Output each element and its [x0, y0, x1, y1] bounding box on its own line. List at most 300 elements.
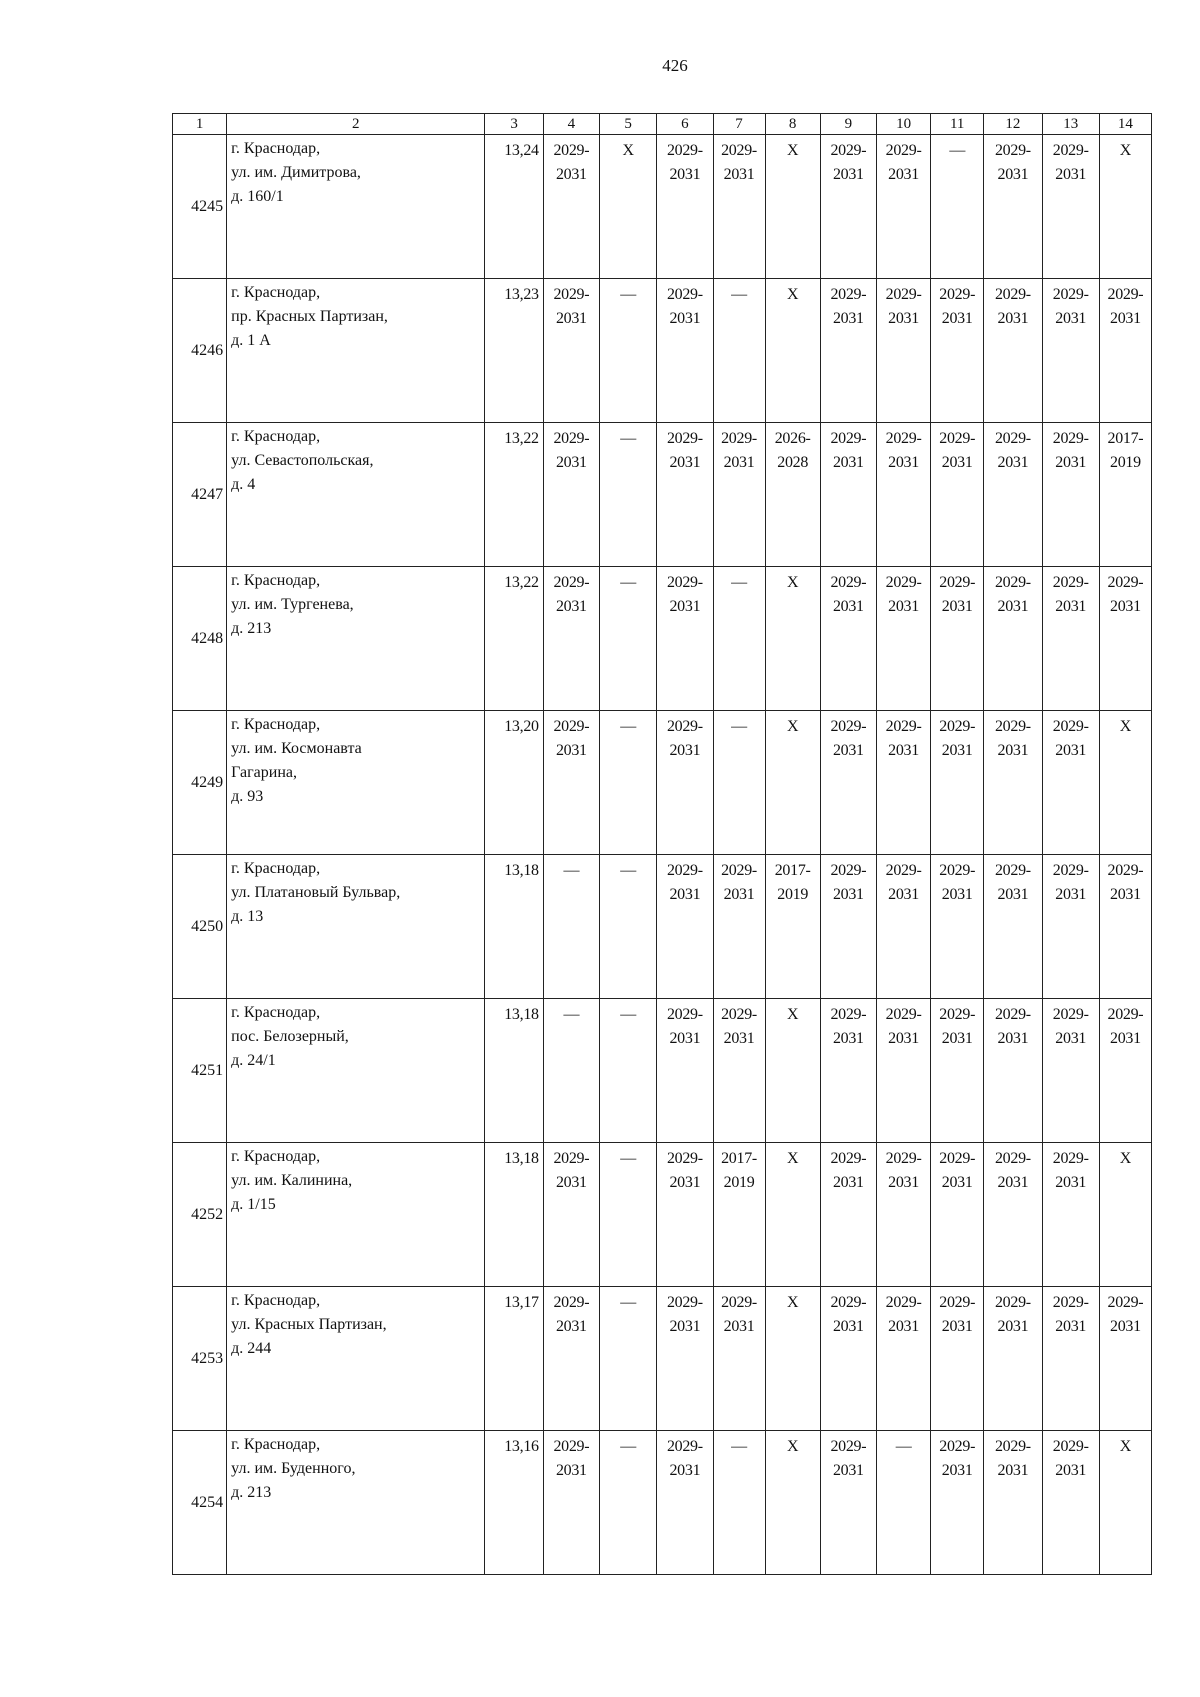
- column-header: 6: [657, 114, 713, 135]
- row-number: 4252: [173, 1143, 227, 1287]
- period-line: —: [620, 718, 636, 735]
- period-line: 2029-: [830, 574, 867, 591]
- period-line: 2029-: [885, 1294, 922, 1311]
- period-line: 2031: [997, 1030, 1029, 1047]
- period-line: 2029-: [553, 430, 590, 447]
- row-number: 4247: [173, 423, 227, 567]
- period-line: 2031: [723, 1030, 755, 1047]
- address-line: ул. им. Калинина,: [231, 1172, 353, 1189]
- address-line: д. 1/15: [231, 1196, 276, 1213]
- period-cell: [657, 135, 713, 279]
- value-cell: 13,17: [485, 1287, 543, 1431]
- period-cell: [657, 279, 713, 423]
- period-line: 2031: [669, 886, 701, 903]
- period-line: Х: [787, 1006, 799, 1023]
- period-line: 2031: [832, 886, 864, 903]
- period-line: 2031: [997, 1318, 1029, 1335]
- period-line: 2029-: [994, 862, 1031, 879]
- period-line: 2031: [997, 310, 1029, 327]
- period-cell: [599, 1287, 656, 1431]
- address-line: г. Краснодар,: [231, 716, 321, 733]
- period-line: 2029-: [1107, 1294, 1144, 1311]
- period-line: 2031: [832, 1174, 864, 1191]
- period-cell: [876, 279, 930, 423]
- period-line: 2029-: [1052, 142, 1089, 159]
- period-cell: [876, 1287, 930, 1431]
- address-line: д. 4: [231, 476, 256, 493]
- period-line: 2029-: [994, 1438, 1031, 1455]
- period-line: 2031: [555, 1174, 587, 1191]
- column-header: 4: [543, 114, 599, 135]
- period-cell: [657, 423, 713, 567]
- column-header: 5: [599, 114, 656, 135]
- period-cell: [713, 423, 765, 567]
- period-line: 2031: [669, 1174, 701, 1191]
- period-line: 2031: [832, 1030, 864, 1047]
- period-line: 2019: [723, 1174, 755, 1191]
- period-line: 2029-: [939, 286, 976, 303]
- address-line: д. 213: [231, 1484, 272, 1501]
- period-cell: [876, 423, 930, 567]
- period-cell: [1042, 567, 1099, 711]
- period-line: 2029-: [830, 142, 867, 159]
- address-cell: [227, 135, 485, 279]
- period-cell: [820, 567, 876, 711]
- value-cell: 13,22: [485, 423, 543, 567]
- period-line: 2031: [997, 742, 1029, 759]
- row-number: 4246: [173, 279, 227, 423]
- address-line: ул. Красных Партизан,: [231, 1316, 387, 1333]
- period-cell: [984, 567, 1042, 711]
- period-line: 2031: [888, 310, 919, 327]
- period-line: 2029-: [553, 1294, 590, 1311]
- period-line: 2029-: [1052, 574, 1089, 591]
- period-cell: [931, 999, 984, 1143]
- column-header: 10: [876, 114, 930, 135]
- period-line: 2029-: [1052, 286, 1089, 303]
- period-line: 2031: [888, 1318, 919, 1335]
- period-cell: [1099, 1431, 1151, 1575]
- period-line: 2031: [941, 1030, 973, 1047]
- row-number: 4254: [173, 1431, 227, 1575]
- period-line: 2031: [941, 310, 973, 327]
- period-line: 2029-: [721, 430, 757, 447]
- period-cell: [820, 1143, 876, 1287]
- period-cell: [1042, 999, 1099, 1143]
- period-cell: [1042, 279, 1099, 423]
- period-cell: [984, 1143, 1042, 1287]
- period-line: 2031: [1055, 1030, 1087, 1047]
- period-line: 2029-: [885, 718, 922, 735]
- period-cell: [931, 1287, 984, 1431]
- period-cell: [657, 1143, 713, 1287]
- period-line: 2029-: [939, 574, 976, 591]
- period-line: 2029-: [666, 1438, 703, 1455]
- period-cell: [713, 999, 765, 1143]
- period-line: 2031: [669, 1462, 701, 1479]
- address-cell: [227, 567, 485, 711]
- period-line: 2031: [832, 742, 864, 759]
- address-cell: [227, 999, 485, 1143]
- period-cell: [657, 567, 713, 711]
- value-cell: 13,16: [485, 1431, 543, 1575]
- period-cell: [984, 135, 1042, 279]
- period-line: 2031: [997, 454, 1029, 471]
- period-line: 2029-: [885, 430, 922, 447]
- period-line: 2029-: [830, 1294, 867, 1311]
- period-line: 2029-: [666, 1294, 703, 1311]
- period-cell: [1042, 1287, 1099, 1431]
- period-line: 2029-: [553, 718, 590, 735]
- period-cell: [931, 135, 984, 279]
- period-cell: [713, 567, 765, 711]
- period-line: 2031: [1055, 310, 1087, 327]
- period-line: 2029-: [666, 862, 703, 879]
- period-line: 2031: [555, 166, 587, 183]
- period-line: 2029-: [994, 1150, 1031, 1167]
- period-cell: [876, 999, 930, 1143]
- period-line: —: [731, 574, 747, 591]
- period-line: 2029-: [1052, 1006, 1089, 1023]
- period-cell: [1042, 711, 1099, 855]
- address-line: г. Краснодар,: [231, 1292, 321, 1309]
- period-cell: [1099, 279, 1151, 423]
- period-line: —: [563, 1006, 580, 1023]
- value-cell: 13,22: [485, 567, 543, 711]
- address-line: г. Краснодар,: [231, 1436, 321, 1453]
- period-line: 2031: [1055, 1462, 1087, 1479]
- address-cell: [227, 1287, 485, 1431]
- value-cell: 13,24: [485, 135, 543, 279]
- column-header: 2: [227, 114, 485, 135]
- period-line: 2031: [997, 166, 1029, 183]
- period-cell: [1042, 135, 1099, 279]
- period-line: 2031: [555, 310, 587, 327]
- period-line: 2031: [888, 454, 919, 471]
- address-line: г. Краснодар,: [231, 572, 321, 589]
- period-line: 2031: [555, 1318, 587, 1335]
- period-line: 2031: [1110, 1318, 1141, 1335]
- period-cell: [599, 135, 656, 279]
- period-line: 2029-: [666, 430, 703, 447]
- address-line: г. Краснодар,: [231, 284, 321, 301]
- period-line: 2029-: [1107, 1006, 1144, 1023]
- column-header: 8: [765, 114, 820, 135]
- address-line: ул. Севастопольская,: [231, 452, 374, 469]
- address-line: г. Краснодар,: [231, 1148, 321, 1165]
- period-line: Х: [622, 142, 634, 159]
- period-cell: [713, 135, 765, 279]
- value-cell: 13,18: [485, 855, 543, 999]
- period-line: 2029-: [830, 1150, 867, 1167]
- period-line: 2029-: [1052, 1294, 1089, 1311]
- period-line: 2029-: [666, 1006, 703, 1023]
- period-line: Х: [787, 1438, 799, 1455]
- period-line: 2029-: [721, 862, 757, 879]
- period-cell: [765, 999, 820, 1143]
- period-cell: [543, 711, 599, 855]
- period-line: 2029-: [939, 1006, 976, 1023]
- period-cell: [657, 855, 713, 999]
- period-line: —: [620, 286, 636, 303]
- address-cell: [227, 1143, 485, 1287]
- period-cell: [765, 567, 820, 711]
- period-cell: [657, 999, 713, 1143]
- period-line: 2029-: [885, 574, 922, 591]
- period-cell: [765, 1431, 820, 1575]
- period-line: 2029-: [939, 862, 976, 879]
- period-line: 2029-: [994, 142, 1031, 159]
- period-line: 2017-: [721, 1150, 757, 1167]
- period-line: 2029-: [885, 1006, 922, 1023]
- period-cell: [820, 1287, 876, 1431]
- period-line: 2031: [832, 1318, 864, 1335]
- period-line: 2029-: [994, 574, 1031, 591]
- period-line: 2031: [888, 886, 919, 903]
- period-cell: [765, 279, 820, 423]
- period-line: 2031: [1055, 1174, 1087, 1191]
- period-line: 2026-: [774, 430, 811, 447]
- table-row: [173, 279, 1152, 423]
- period-cell: [984, 999, 1042, 1143]
- period-line: 2029-: [1107, 862, 1144, 879]
- period-line: 2029-: [1052, 1438, 1089, 1455]
- period-line: —: [563, 862, 580, 879]
- address-line: д. 244: [231, 1340, 272, 1357]
- address-line: пос. Белозерный,: [231, 1028, 349, 1045]
- period-cell: [543, 1287, 599, 1431]
- page-number: 426: [662, 56, 688, 75]
- period-cell: [931, 1431, 984, 1575]
- period-line: Х: [1119, 1438, 1132, 1455]
- table-row: [173, 567, 1152, 711]
- period-line: 2029-: [553, 286, 590, 303]
- period-line: 2031: [669, 598, 701, 615]
- period-cell: [1099, 1143, 1151, 1287]
- address-line: ул. Платановый Бульвар,: [231, 884, 401, 901]
- period-line: 2029-: [553, 574, 590, 591]
- period-cell: [820, 999, 876, 1143]
- period-cell: [599, 567, 656, 711]
- period-line: 2029-: [1052, 718, 1089, 735]
- period-line: 2029-: [994, 1294, 1031, 1311]
- address-line: г. Краснодар,: [231, 860, 321, 877]
- period-cell: [765, 1287, 820, 1431]
- period-cell: [984, 1431, 1042, 1575]
- period-cell: [599, 711, 656, 855]
- value-cell: 13,18: [485, 1143, 543, 1287]
- period-line: 2031: [555, 742, 587, 759]
- address-line: Гагарина,: [231, 764, 297, 781]
- row-number: 4253: [173, 1287, 227, 1431]
- period-line: 2031: [832, 598, 864, 615]
- period-cell: [713, 711, 765, 855]
- period-line: 2029-: [994, 286, 1031, 303]
- period-line: Х: [787, 1294, 799, 1311]
- period-line: —: [620, 1006, 636, 1023]
- period-line: 2031: [888, 166, 919, 183]
- period-cell: [713, 1287, 765, 1431]
- period-line: —: [949, 142, 966, 159]
- address-line: д. 1 А: [231, 332, 271, 349]
- period-line: 2029-: [830, 286, 867, 303]
- period-line: 2029-: [553, 1150, 590, 1167]
- column-header: 1: [173, 114, 227, 135]
- period-cell: [599, 855, 656, 999]
- period-cell: [1099, 711, 1151, 855]
- period-line: 2029-: [1052, 862, 1089, 879]
- table-row: [173, 423, 1152, 567]
- period-line: 2019: [777, 886, 809, 903]
- period-line: 2029-: [1052, 430, 1089, 447]
- column-header: 3: [485, 114, 543, 135]
- period-line: 2031: [723, 1318, 755, 1335]
- period-cell: [765, 855, 820, 999]
- table-row: [173, 1143, 1152, 1287]
- period-cell: [984, 279, 1042, 423]
- period-cell: [820, 1431, 876, 1575]
- address-line: д. 93: [231, 788, 264, 805]
- period-line: 2029-: [1107, 286, 1144, 303]
- period-cell: [543, 423, 599, 567]
- header-row: [173, 114, 1152, 135]
- period-line: 2031: [1055, 598, 1087, 615]
- address-cell: [227, 279, 485, 423]
- period-line: 2031: [555, 454, 587, 471]
- row-number: 4248: [173, 567, 227, 711]
- period-cell: [1042, 855, 1099, 999]
- address-cell: [227, 423, 485, 567]
- period-line: 2029-: [939, 430, 976, 447]
- table-row: [173, 855, 1152, 999]
- period-cell: [713, 1431, 765, 1575]
- period-cell: [543, 999, 599, 1143]
- period-line: 2031: [1055, 1318, 1087, 1335]
- table-row: [173, 999, 1152, 1143]
- period-cell: [543, 1431, 599, 1575]
- column-header: 7: [713, 114, 765, 135]
- period-line: Х: [1119, 718, 1132, 735]
- period-cell: [931, 279, 984, 423]
- address-cell: [227, 1431, 485, 1575]
- period-line: 2029-: [994, 430, 1031, 447]
- period-line: 2031: [723, 886, 755, 903]
- period-line: 2031: [1055, 886, 1087, 903]
- period-line: 2029-: [553, 1438, 590, 1455]
- period-line: Х: [1119, 142, 1132, 159]
- period-line: 2029-: [885, 286, 922, 303]
- period-line: 2031: [888, 742, 919, 759]
- period-cell: [765, 711, 820, 855]
- period-line: 2029-: [721, 142, 757, 159]
- period-line: Х: [787, 718, 799, 735]
- period-line: 2029-: [1052, 1150, 1089, 1167]
- row-number: 4250: [173, 855, 227, 999]
- period-line: 2031: [1110, 1030, 1141, 1047]
- period-line: 2031: [1055, 742, 1087, 759]
- period-cell: [984, 711, 1042, 855]
- period-line: 2031: [832, 310, 864, 327]
- period-line: 2017-: [1107, 430, 1144, 447]
- period-cell: [820, 711, 876, 855]
- period-cell: [1099, 135, 1151, 279]
- period-line: 2031: [941, 454, 973, 471]
- column-header: 14: [1099, 114, 1151, 135]
- period-cell: [931, 1143, 984, 1287]
- period-cell: [876, 1143, 930, 1287]
- period-line: 2031: [888, 598, 919, 615]
- period-cell: [599, 1143, 656, 1287]
- address-line: пр. Красных Партизан,: [231, 308, 388, 325]
- period-cell: [543, 1143, 599, 1287]
- period-line: 2029-: [885, 862, 922, 879]
- period-line: 2031: [669, 310, 701, 327]
- period-line: 2029-: [830, 1006, 867, 1023]
- period-line: 2031: [941, 886, 973, 903]
- period-cell: [1099, 567, 1151, 711]
- row-number: 4245: [173, 135, 227, 279]
- period-line: Х: [787, 286, 799, 303]
- period-line: 2031: [723, 166, 755, 183]
- period-line: 2019: [1110, 454, 1141, 471]
- period-cell: [876, 135, 930, 279]
- period-cell: [1042, 1143, 1099, 1287]
- period-cell: [657, 711, 713, 855]
- period-cell: [820, 423, 876, 567]
- period-cell: [876, 1431, 930, 1575]
- period-cell: [543, 135, 599, 279]
- period-cell: [657, 1431, 713, 1575]
- period-cell: [599, 423, 656, 567]
- address-line: ул. им. Космонавта: [231, 740, 362, 757]
- table-row: [173, 711, 1152, 855]
- period-cell: [1042, 1431, 1099, 1575]
- period-line: 2031: [669, 1318, 701, 1335]
- period-cell: [931, 423, 984, 567]
- column-header: 11: [931, 114, 984, 135]
- period-cell: [876, 855, 930, 999]
- period-line: 2031: [941, 598, 973, 615]
- period-line: 2031: [997, 598, 1029, 615]
- period-line: 2031: [555, 1462, 587, 1479]
- period-line: 2031: [832, 454, 864, 471]
- period-cell: [1099, 423, 1151, 567]
- period-cell: [1099, 999, 1151, 1143]
- period-line: 2029-: [666, 142, 703, 159]
- period-line: 2031: [1055, 454, 1087, 471]
- period-line: 2029-: [939, 1294, 976, 1311]
- period-cell: [984, 855, 1042, 999]
- period-cell: [1042, 423, 1099, 567]
- period-cell: [931, 567, 984, 711]
- period-line: 2017-: [774, 862, 811, 879]
- period-line: 2029-: [939, 1438, 976, 1455]
- period-line: Х: [1119, 1150, 1132, 1167]
- period-line: Х: [787, 574, 799, 591]
- address-line: ул. им. Тургенева,: [231, 596, 354, 613]
- value-cell: 13,18: [485, 999, 543, 1143]
- period-cell: [713, 855, 765, 999]
- period-cell: [765, 423, 820, 567]
- period-cell: [984, 1287, 1042, 1431]
- period-line: 2031: [941, 1462, 973, 1479]
- period-line: —: [620, 1438, 636, 1455]
- period-line: 2029-: [1107, 574, 1144, 591]
- period-cell: [876, 711, 930, 855]
- period-cell: [543, 279, 599, 423]
- period-line: 2029-: [666, 286, 703, 303]
- period-line: 2031: [997, 1462, 1029, 1479]
